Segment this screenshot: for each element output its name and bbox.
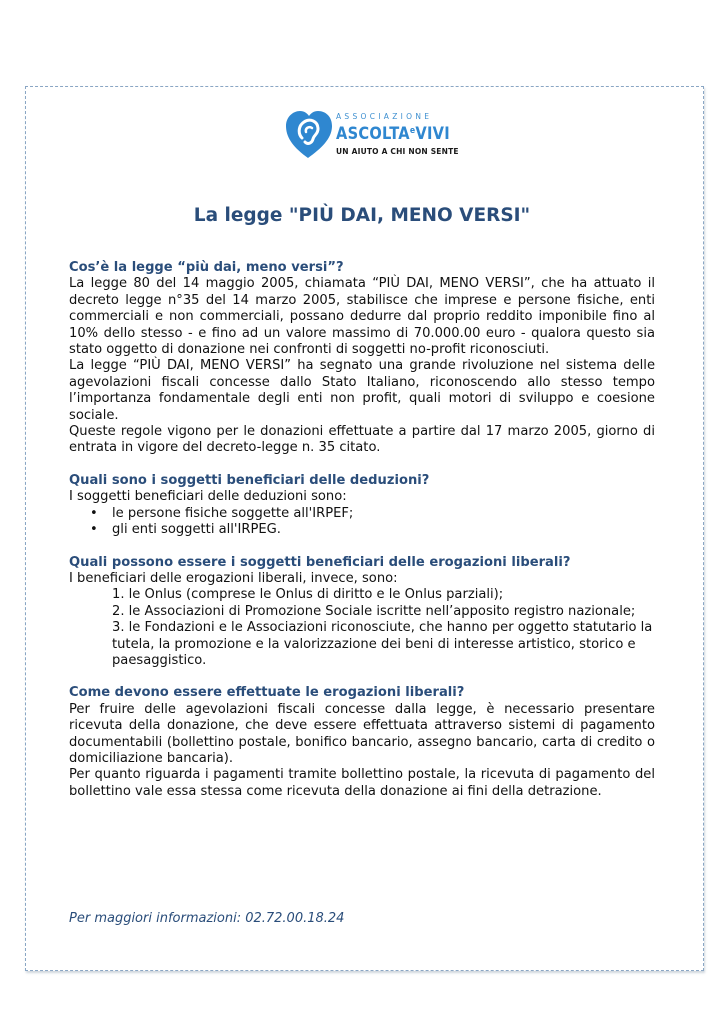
- list-item: 3. le Fondazioni e le Associazioni riconosciute, che hanno per oggetto statutario la tutela, la promozione e la valorizzazione dei beni di interesse artistico, storico e paesaggistico.: [112, 620, 653, 668]
- page-title: La legge "PIÙ DAI, MENO VERSI": [193, 205, 531, 226]
- list-item: 1. le Onlus (comprese le Onlus di diritto e le Onlus parziali);: [112, 587, 504, 603]
- contact-info: Per maggiori informazioni: 02.72.00.18.24: [69, 911, 345, 926]
- section4-paragraph: Per fruire delle agevolazioni fiscali concesse dalla legge, è necessario presentare ricevuta della donazione, che deve essere effettuata attraverso sistemi di pagamento documentabili (bollettino postale, bonifico bancario, assegno bancario, carta di credito o domiciliazione bancaria).: [69, 701, 655, 766]
- list-item: 2. le Associazioni di Promozione Sociale iscritte nell’apposito registro nazionale;: [112, 603, 636, 619]
- section4-heading: Come devono essere effettuate le erogazioni liberali?: [69, 685, 465, 701]
- logo-association: ASSOCIAZIONE: [336, 112, 433, 121]
- section1-heading: Cos’è la legge “più dai, meno versi”?: [69, 260, 344, 275]
- document-body: [69, 260, 655, 800]
- recipients-list: [69, 587, 655, 669]
- list-item: • gli enti soggetti all'IRPEG.: [69, 522, 655, 538]
- section3-intro: I beneficiari delle erogazioni liberali, invece, sono:: [69, 570, 398, 586]
- section4-paragraph: Per quanto riguarda i pagamenti tramite bollettino postale, la ricevuta di pagamento del bollettino vale essa stessa come ricevuta della donazione ai fini della detrazione.: [69, 767, 655, 799]
- logo-text: [336, 112, 468, 156]
- list-item: • le persone fisiche soggette all'IRPEF;: [69, 506, 655, 522]
- beneficiaries-list: [69, 506, 655, 539]
- logo-tagline: UN AIUTO A CHI NON SENTE: [336, 147, 459, 156]
- section1-paragraph: Queste regole vigono per le donazioni effettuate a partire dal 17 marzo 2005, giorno di entrata in vigore del decreto-legge n. 35 citato.: [69, 424, 655, 456]
- logo-name: ASCOLTA$^e$VIVI: [336, 124, 450, 144]
- section1-paragraph: La legge 80 del 14 maggio 2005, chiamata “PIÙ DAI, MENO VERSI”, che ha attuato il decreto legge n°35 del 14 marzo 2005, stabilisce che imprese e persone fisiche, enti commerciali e non commerciali, possano dedurre dal proprio reddito imponibile fino al 10% dello stesso - e fino ad un valore massimo di 70.000.00 euro - qualora questo sia stato oggetto di donazione nei confronti di soggetti no-profit riconosciuti.: [69, 276, 655, 358]
- section3-heading: Quali possono essere i soggetti beneficiari delle erogazioni liberali?: [69, 554, 571, 570]
- section1-paragraph: La legge “PIÙ DAI, MENO VERSI” ha segnato una grande rivoluzione nel sistema delle agevolazioni fiscali concesse dallo Stato Italiano, riconoscendo allo stesso tempo l’importanza fondamentale degli enti non profit, quali motori di sviluppo e coesione sociale.: [69, 358, 655, 423]
- section2-intro: I soggetti beneficiari delle deduzioni sono:: [69, 489, 347, 505]
- section2-heading: Quali sono i soggetti beneficiari delle deduzioni?: [69, 472, 430, 488]
